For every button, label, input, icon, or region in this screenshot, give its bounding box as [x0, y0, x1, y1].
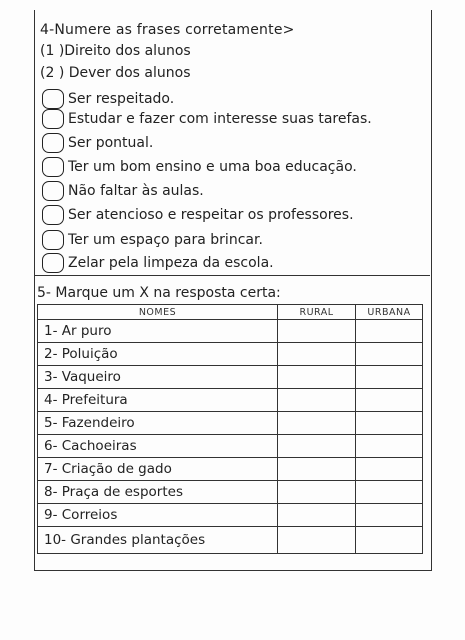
row-name: 7- Criação de gado [38, 458, 278, 481]
question-5-title: 5- Marque um X na resposta certa: [37, 285, 281, 301]
row-name: 3- Vaqueiro [38, 366, 278, 389]
table-row [38, 366, 423, 389]
answer-box[interactable] [42, 157, 64, 177]
urbana-cell[interactable] [356, 320, 423, 343]
row-name: 5- Fazendeiro [38, 412, 278, 435]
answer-box[interactable] [42, 89, 64, 109]
question-4-title: 4-Numere as frases corretamente> [40, 22, 295, 38]
header-rural: RURAL [278, 305, 356, 320]
row-name: 4- Prefeitura [38, 389, 278, 412]
statement-item: Ser respeitado. [42, 88, 174, 110]
rural-cell[interactable] [278, 343, 356, 366]
table-row [38, 527, 423, 554]
statement-item: Ser pontual. [42, 132, 153, 154]
rural-cell[interactable] [278, 527, 356, 554]
urbana-cell[interactable] [356, 458, 423, 481]
answer-box[interactable] [42, 230, 64, 250]
answer-box[interactable] [42, 253, 64, 273]
statement-item: Ter um bom ensino e uma boa educação. [42, 156, 357, 178]
row-name: 1- Ar puro [38, 320, 278, 343]
table-row [38, 504, 423, 527]
header-nomes: NOMES [38, 305, 278, 320]
row-name: 6- Cachoeiras [38, 435, 278, 458]
answer-box[interactable] [42, 205, 64, 225]
urbana-cell[interactable] [356, 527, 423, 554]
rural-cell[interactable] [278, 389, 356, 412]
statement-item: Não faltar às aulas. [42, 180, 204, 202]
table-row [38, 458, 423, 481]
table-row [38, 481, 423, 504]
answer-box[interactable] [42, 181, 64, 201]
section-divider [34, 275, 430, 276]
rural-cell[interactable] [278, 366, 356, 389]
urbana-cell[interactable] [356, 412, 423, 435]
rural-cell[interactable] [278, 481, 356, 504]
statement-item: Zelar pela limpeza da escola. [42, 252, 274, 274]
urbana-cell[interactable] [356, 481, 423, 504]
rural-cell[interactable] [278, 320, 356, 343]
row-name: 2- Poluição [38, 343, 278, 366]
answer-box[interactable] [42, 133, 64, 153]
urbana-cell[interactable] [356, 435, 423, 458]
statement-item: Estudar e fazer com interesse suas tarefas. [42, 108, 372, 130]
classification-table [37, 304, 423, 554]
urbana-cell[interactable] [356, 343, 423, 366]
statement-item: Ter um espaço para brincar. [42, 229, 263, 251]
answer-box[interactable] [42, 109, 64, 129]
option-direito: (1 )Direito dos alunos [40, 43, 191, 59]
table-row [38, 389, 423, 412]
rural-cell[interactable] [278, 435, 356, 458]
table-row [38, 435, 423, 458]
table-row [38, 343, 423, 366]
option-dever: (2 ) Dever dos alunos [40, 65, 191, 81]
statement-item: Ser atencioso e respeitar os professores. [42, 204, 354, 226]
row-name: 9- Correios [38, 504, 278, 527]
rural-cell[interactable] [278, 504, 356, 527]
table-row [38, 320, 423, 343]
urbana-cell[interactable] [356, 389, 423, 412]
header-urbana: URBANA [356, 305, 423, 320]
row-name: 10- Grandes plantações [38, 527, 278, 554]
urbana-cell[interactable] [356, 504, 423, 527]
row-name: 8- Praça de esportes [38, 481, 278, 504]
urbana-cell[interactable] [356, 366, 423, 389]
rural-cell[interactable] [278, 412, 356, 435]
rural-cell[interactable] [278, 458, 356, 481]
table-row [38, 412, 423, 435]
